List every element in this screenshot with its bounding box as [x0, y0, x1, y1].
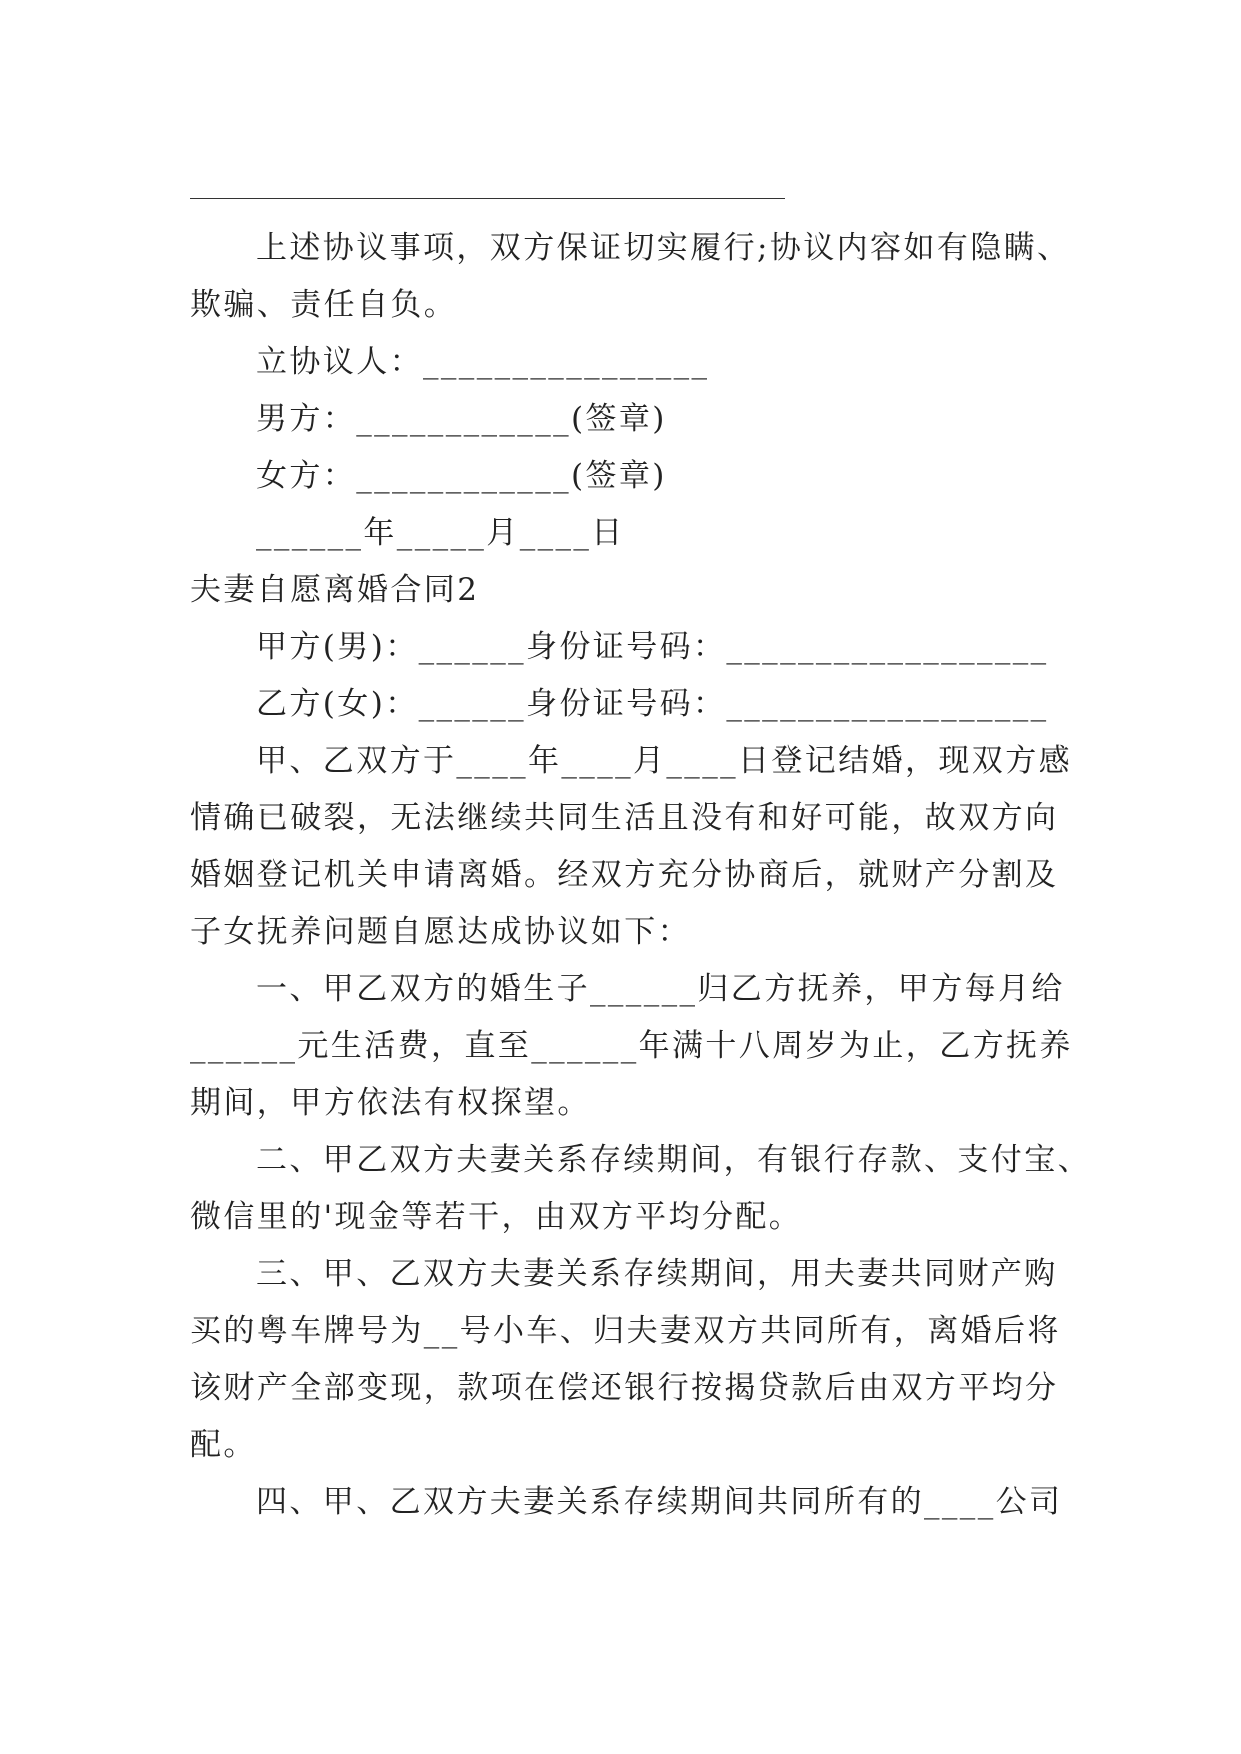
paragraph-line: 情确已破裂，无法继续共同生活且没有和好可能，故双方向 — [190, 800, 1059, 836]
clause-1-line: 一、甲乙双方的婚生子______归乙方抚养，甲方每月给 — [256, 971, 1065, 1007]
male-party-signature-line: 男方：____________(签章) — [256, 401, 667, 437]
clause-1-line: ______元生活费，直至______年满十八周岁为止，乙方抚养 — [190, 1028, 1073, 1064]
paragraph-line: 子女抚养问题自愿达成协议如下： — [190, 914, 691, 950]
date-line: ______年_____月____日 — [256, 515, 625, 551]
paragraph-line: 上述协议事项，双方保证切实履行;协议内容如有隐瞒、 — [256, 230, 1071, 266]
top-rule — [190, 198, 785, 199]
clause-2-line: 二、甲乙双方夫妻关系存续期间，有银行存款、支付宝、 — [256, 1142, 1091, 1178]
clause-3-line: 三、甲、乙双方夫妻关系存续期间，用夫妻共同财产购 — [256, 1256, 1058, 1292]
clause-4-line: 四、甲、乙双方夫妻关系存续期间共同所有的____公司 — [256, 1484, 1063, 1520]
clause-1-line: 期间，甲方依法有权探望。 — [190, 1085, 591, 1121]
clause-2-line: 微信里的'现金等若干，由双方平均分配。 — [190, 1199, 803, 1235]
female-party-signature-line: 女方：____________(签章) — [256, 458, 667, 494]
clause-3-line: 该财产全部变现，款项在偿还银行按揭贷款后由双方平均分 — [190, 1370, 1059, 1406]
party-b-line: 乙方(女)：______身份证号码：__________________ — [256, 686, 1049, 722]
signatory-line: 立协议人：________________ — [256, 344, 710, 380]
party-a-line: 甲方(男)：______身份证号码：__________________ — [256, 629, 1049, 665]
clause-3-line: 买的粤车牌号为__号小车、归夫妻双方共同所有，离婚后将 — [190, 1313, 1061, 1349]
paragraph-line: 甲、乙双方于____年____月____日登记结婚，现双方感 — [256, 743, 1072, 779]
clause-3-line: 配。 — [190, 1427, 257, 1463]
section-title: 夫妻自愿离婚合同2 — [190, 572, 480, 608]
paragraph-line: 婚姻登记机关申请离婚。经双方充分协商后，就财产分割及 — [190, 857, 1059, 893]
paragraph-line: 欺骗、责任自负。 — [190, 287, 458, 323]
